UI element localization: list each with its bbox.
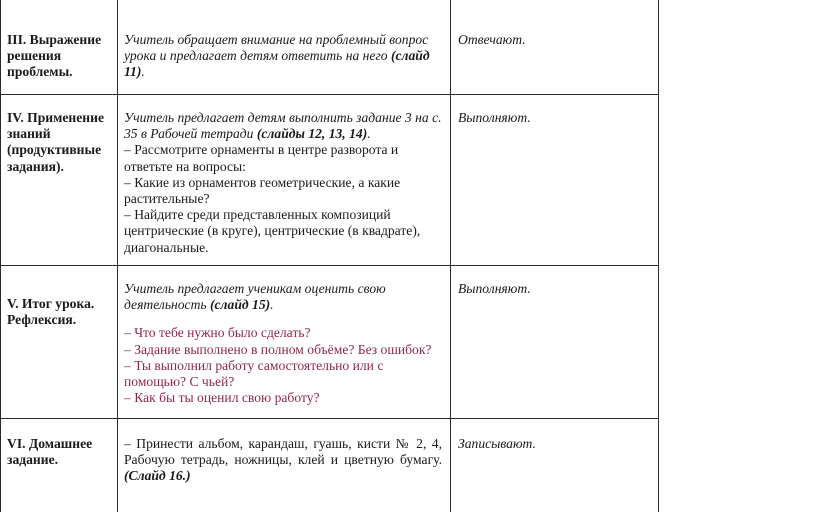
stage-cell: IV. Применение знаний (продуктивные задания). (7, 110, 104, 174)
stage-cell: VI. Домашнее задание. (7, 436, 93, 468)
teacher-text: Учитель предлагает ученикам оценить свою деятельность (124, 281, 386, 313)
teacher-text: – Принести альбом, карандаш, гуашь, кисти № 2, 4, Рабочую тетрадь, ножницы, клей и цветную бумагу. (124, 436, 442, 468)
reflection-question: – Как бы ты оценил свою работу? (124, 390, 320, 406)
teacher-activity-cell (124, 110, 442, 256)
column-divider (450, 0, 451, 512)
teacher-activity-cell (124, 32, 442, 81)
slide-ref: (слайд 15) (210, 297, 271, 313)
reflection-question: – Что тебе нужно было сделать? (124, 325, 311, 341)
teacher-activity-cell (124, 281, 442, 406)
row-divider (0, 265, 659, 266)
teacher-text-end: . (367, 126, 371, 142)
column-divider (0, 0, 1, 512)
reflection-question: – Задание выполнено в полном объёме? Без ошибок? (124, 341, 432, 357)
teacher-text-end: . (141, 64, 145, 80)
row-divider (0, 94, 659, 95)
teacher-text: Учитель обращает внимание на проблемный вопрос урока и предлагает детям ответить на него (124, 32, 429, 64)
instruction-line: – Рассмотрите орнаменты в центре разворота и ответьте на вопросы: (124, 142, 399, 174)
teacher-text-end: . (270, 297, 274, 313)
teacher-activity-cell (124, 436, 442, 485)
column-divider (117, 0, 118, 512)
slide-ref: (слайд 11) (124, 48, 430, 80)
row-divider (0, 418, 659, 419)
column-divider (658, 0, 659, 512)
student-activity-cell: Выполняют. (458, 281, 531, 296)
student-activity-cell: Выполняют. (458, 110, 531, 125)
reflection-question: – Ты выполнил работу самостоятельно или с помощью? С чьей? (124, 357, 384, 390)
slide-ref: (слайды 12, 13, 14) (256, 126, 368, 142)
stage-cell: V. Итог урока. Рефлексия. (7, 296, 95, 328)
instruction-line: – Какие из орнаментов геометрические, а какие растительные? (124, 174, 401, 207)
teacher-text: Учитель предлагает детям выполнить задание 3 на с. 35 в Рабочей тетради (124, 110, 442, 142)
student-activity-cell: Записывают. (458, 436, 536, 451)
student-activity-cell: Отвечают. (458, 32, 526, 47)
instruction-line: – Найдите среди представленных композиций центрические (в круге), центрические (в квадрате), диагональные. (124, 207, 421, 255)
slide-ref: (Слайд 16.) (124, 468, 191, 484)
stage-cell: III. Выражение решения проблемы. (7, 32, 102, 80)
